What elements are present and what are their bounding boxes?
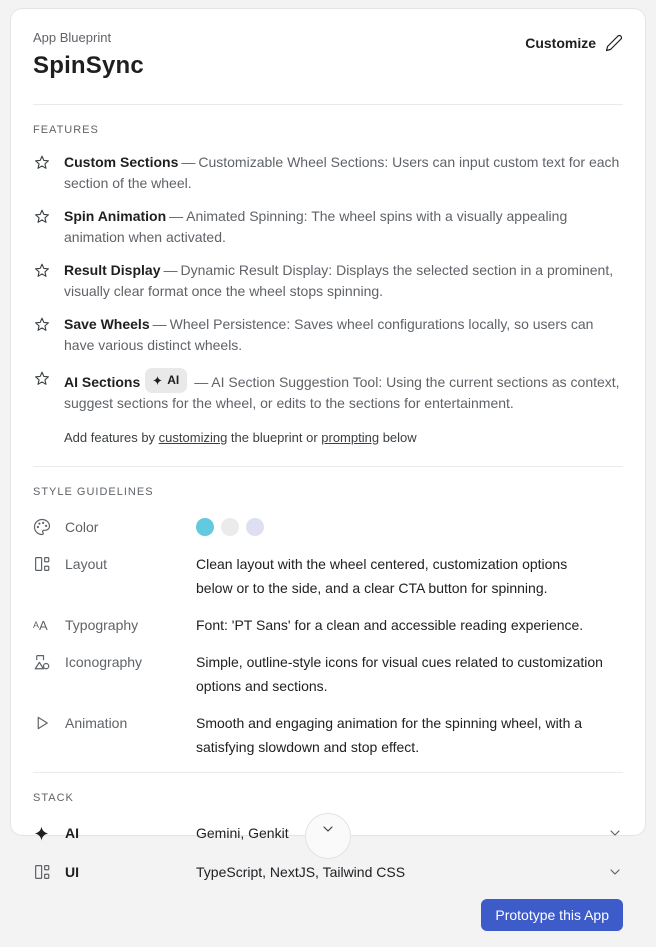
typography-icon — [33, 618, 51, 633]
prompting-link[interactable]: prompting — [321, 430, 380, 445]
palette-icon — [33, 518, 51, 536]
features-section-label: FEATURES — [33, 124, 99, 136]
stack-ui-label: UI — [65, 864, 79, 880]
style-divider — [33, 772, 623, 773]
chevron-down-icon[interactable] — [603, 864, 623, 880]
footnote-text: the blueprint or — [227, 430, 322, 445]
color-swatch-background — [221, 518, 239, 536]
header — [33, 30, 623, 80]
iconography-row-label: Iconography — [65, 654, 143, 670]
animation-description: Smooth and engaging animation for the spinning wheel, with a satisfying slowdown and stop effect. — [196, 715, 583, 755]
layout-row-label: Layout — [65, 556, 108, 572]
layout-description: Clean layout with the wheel centered, customization options below or to the side, and a clear CTA button for spinning. — [196, 556, 568, 596]
feature-row — [33, 260, 623, 302]
ai-badge-label: AI — [167, 373, 180, 387]
shapes-icon — [33, 653, 51, 671]
feature-description: Dynamic Result Display: Displays the selected section in a prominent, visually clear format once the wheel stops spinning. — [64, 262, 614, 299]
footnote-text: below — [379, 430, 417, 445]
star-icon — [33, 152, 51, 194]
feature-description: Customizable Wheel Sections: Users can input custom text for each section of the wheel. — [64, 154, 620, 191]
color-swatch-accent — [246, 518, 264, 536]
layout-icon — [33, 863, 51, 881]
feature-name: Custom Sections — [64, 154, 179, 170]
color-row-label: Color — [65, 519, 99, 535]
customize-label: Customize — [525, 35, 596, 51]
sparkle-icon — [152, 375, 163, 386]
feature-name: Save Wheels — [64, 316, 150, 332]
layout-row — [33, 552, 623, 600]
page-title: SpinSync — [33, 52, 144, 79]
stack-section-label: STACK — [33, 792, 74, 804]
play-icon — [33, 714, 51, 732]
expand-button[interactable] — [305, 813, 351, 859]
star-icon — [33, 206, 51, 248]
color-swatch-primary — [196, 518, 214, 536]
layout-icon — [33, 555, 51, 573]
header-divider — [33, 104, 623, 105]
sparkle-icon — [33, 825, 51, 842]
feature-separator: — — [181, 154, 196, 170]
star-icon — [33, 368, 51, 414]
feature-description: AI Section Suggestion Tool: Using the current sections as context, suggest sections for the wheel, or edits to the sections for entertainment. — [64, 374, 620, 411]
feature-row — [33, 314, 623, 356]
typography-description: Font: 'PT Sans' for a clean and accessible reading experience. — [196, 617, 584, 633]
feature-description: Wheel Persistence: Saves wheel configurations locally, so users can have various distinct wheels. — [64, 316, 594, 353]
stack-ai-label: AI — [65, 825, 79, 841]
customize-button[interactable] — [525, 32, 623, 54]
style-guidelines-list — [33, 515, 623, 759]
feature-row — [33, 152, 623, 194]
style-guidelines-section-label: STYLE GUIDELINES — [33, 486, 154, 498]
customizing-link[interactable]: customizing — [158, 430, 228, 445]
iconography-description: Simple, outline-style icons for visual cues related to customization options and sections. — [196, 654, 603, 694]
feature-separator: — — [194, 374, 209, 390]
feature-separator: — — [152, 316, 167, 332]
feature-name: Spin Animation — [64, 208, 167, 224]
stack-ai-value: Gemini, Genkit — [196, 825, 289, 841]
feature-description: Animated Spinning: The wheel spins with a visually appealing animation when activated. — [64, 208, 568, 245]
color-row — [33, 515, 623, 539]
card-eyebrow: App Blueprint — [33, 30, 112, 45]
animation-row-label: Animation — [65, 715, 128, 731]
stack-ui-value: TypeScript, NextJS, Tailwind CSS — [196, 864, 406, 880]
pencil-icon — [605, 34, 623, 52]
feature-row — [33, 206, 623, 248]
chevron-down-icon[interactable] — [603, 825, 623, 841]
typography-row-label: Typography — [65, 617, 139, 633]
iconography-row — [33, 650, 623, 698]
animation-row — [33, 711, 623, 759]
features-divider — [33, 466, 623, 467]
feature-name: AI Sections — [64, 374, 141, 390]
star-icon — [33, 260, 51, 302]
chevron-down-icon — [320, 821, 336, 837]
stack-row-ui[interactable] — [33, 860, 623, 884]
prototype-button[interactable]: Prototype this App — [481, 899, 623, 931]
ai-badge — [145, 368, 187, 393]
app-blueprint-card — [10, 8, 646, 923]
color-swatches — [196, 515, 264, 536]
feature-separator: — — [163, 262, 178, 278]
star-icon — [33, 314, 51, 356]
feature-row — [33, 368, 623, 414]
add-features-note — [64, 430, 623, 466]
footnote-text: Add features by — [64, 430, 159, 445]
feature-separator: — — [169, 208, 184, 224]
footer — [33, 899, 623, 947]
typography-row — [33, 613, 623, 637]
feature-name: Result Display — [64, 262, 161, 278]
features-list — [33, 152, 623, 414]
